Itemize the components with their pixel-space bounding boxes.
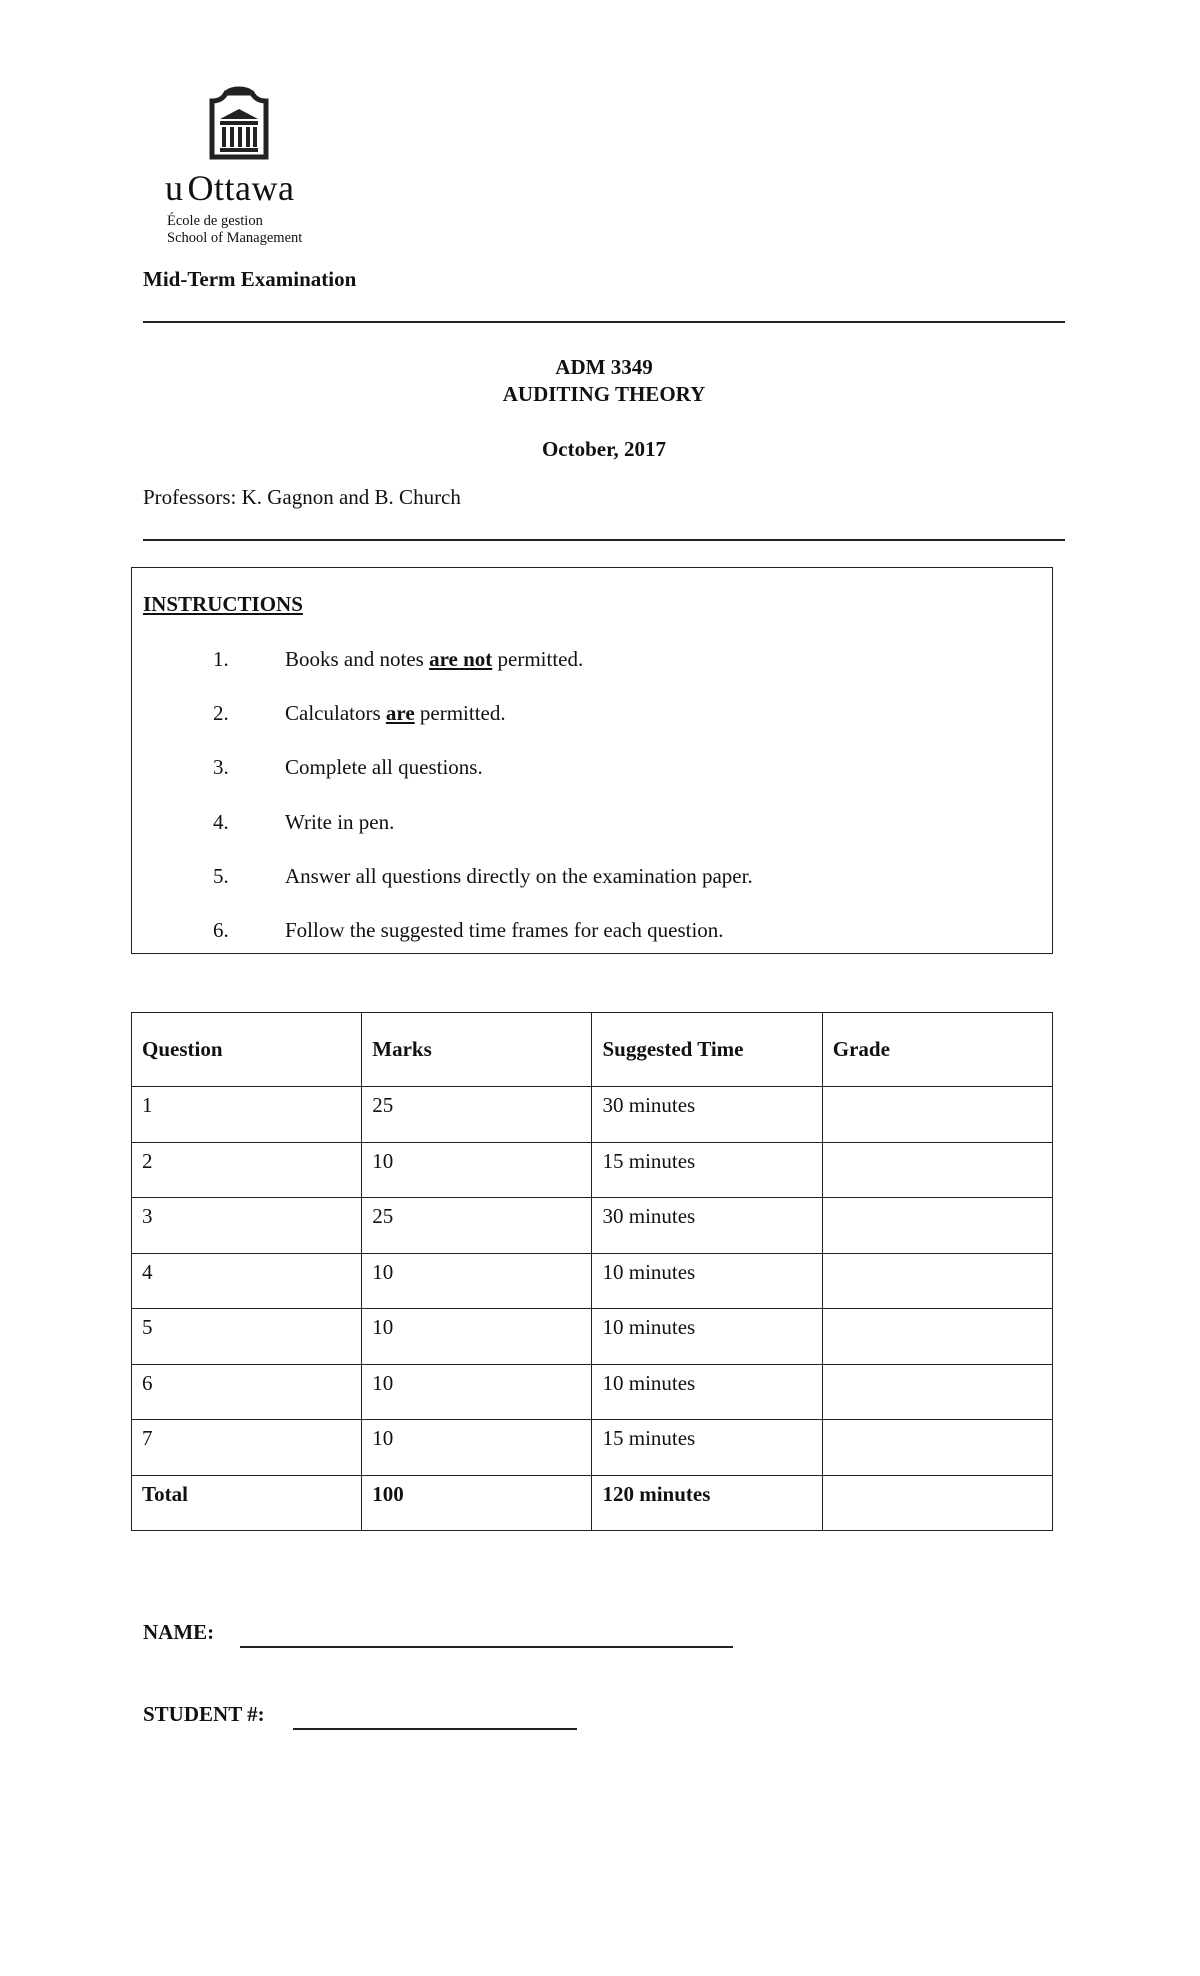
exam-type: Mid-Term Examination — [143, 267, 357, 291]
table-header-row — [132, 1013, 1053, 1087]
table-row — [132, 1142, 1053, 1198]
cell-total-grade[interactable] — [822, 1475, 1052, 1531]
instruction-number: 5. — [213, 864, 229, 888]
instruction-text: Write in pen. — [285, 810, 395, 834]
table-row — [132, 1198, 1053, 1254]
cell-grade[interactable] — [822, 1087, 1052, 1143]
professors: Professors: K. Gagnon and B. Church — [143, 485, 461, 509]
cell-marks: 10 — [362, 1364, 592, 1420]
instruction-number: 3. — [213, 755, 229, 779]
divider-bottom — [143, 539, 1065, 541]
divider-top — [143, 321, 1065, 323]
exam-date: October, 2017 — [541, 437, 667, 461]
cell-time: 30 minutes — [592, 1198, 822, 1254]
cell-marks: 10 — [362, 1142, 592, 1198]
cell-time: 10 minutes — [592, 1364, 822, 1420]
cell-time: 30 minutes — [592, 1087, 822, 1143]
header-question: Question — [132, 1013, 362, 1087]
cell-grade[interactable] — [822, 1198, 1052, 1254]
cell-question: 5 — [132, 1309, 362, 1365]
cell-marks: 10 — [362, 1420, 592, 1476]
cell-grade[interactable] — [822, 1309, 1052, 1365]
brand-wordmark: u Ottawa — [165, 168, 295, 208]
cell-marks: 10 — [362, 1309, 592, 1365]
instruction-number: 2. — [213, 701, 229, 725]
instructions-box — [131, 567, 1053, 954]
header-marks: Marks — [362, 1013, 592, 1087]
cell-grade[interactable] — [822, 1142, 1052, 1198]
cell-total-marks: 100 — [362, 1475, 592, 1531]
cell-grade[interactable] — [822, 1420, 1052, 1476]
instruction-number: 4. — [213, 810, 229, 834]
table-row — [132, 1364, 1053, 1420]
school-name — [167, 213, 315, 247]
student-number-label: STUDENT #: — [143, 1702, 265, 1726]
student-number-field[interactable] — [293, 1728, 577, 1730]
course-code: ADM 3349 — [555, 355, 653, 379]
course-title: AUDITING THEORY — [502, 382, 706, 406]
cell-question: 2 — [132, 1142, 362, 1198]
table-row — [132, 1087, 1053, 1143]
cell-time: 15 minutes — [592, 1142, 822, 1198]
cell-question: 3 — [132, 1198, 362, 1254]
cell-question: 4 — [132, 1253, 362, 1309]
cell-marks: 25 — [362, 1087, 592, 1143]
table-total-row — [132, 1475, 1053, 1531]
table-row — [132, 1420, 1053, 1476]
cell-total-time: 120 minutes — [592, 1475, 822, 1531]
cell-question: 6 — [132, 1364, 362, 1420]
cell-grade[interactable] — [822, 1253, 1052, 1309]
name-label: NAME: — [143, 1620, 215, 1644]
cell-time: 10 minutes — [592, 1309, 822, 1365]
building-icon — [202, 85, 276, 161]
cell-question: 7 — [132, 1420, 362, 1476]
cell-marks: 25 — [362, 1198, 592, 1254]
marks-table — [131, 1012, 1053, 1531]
table-row — [132, 1253, 1053, 1309]
instruction-number: 6. — [213, 918, 229, 942]
header-suggested-time: Suggested Time — [592, 1013, 822, 1087]
instructions-title: INSTRUCTIONS — [143, 592, 303, 616]
cell-time: 10 minutes — [592, 1253, 822, 1309]
cell-marks: 10 — [362, 1253, 592, 1309]
cell-time: 15 minutes — [592, 1420, 822, 1476]
school-name-fr: École de gestion — [167, 213, 263, 229]
instruction-text: Answer all questions directly on the examination paper. — [285, 864, 753, 888]
instruction-text: Complete all questions. — [285, 755, 483, 779]
name-field[interactable] — [240, 1646, 733, 1648]
school-name-en: School of Management — [167, 230, 303, 246]
cell-total-label: Total — [132, 1475, 362, 1531]
instruction-text: Calculators are permitted. — [285, 701, 506, 725]
header-grade: Grade — [822, 1013, 1052, 1087]
instruction-text: Books and notes are not permitted. — [285, 647, 584, 671]
table-row — [132, 1309, 1053, 1365]
instruction-number: 1. — [213, 647, 229, 671]
cell-grade[interactable] — [822, 1364, 1052, 1420]
cell-question: 1 — [132, 1087, 362, 1143]
university-logo — [165, 85, 315, 247]
instruction-text: Follow the suggested time frames for each question. — [285, 918, 724, 942]
